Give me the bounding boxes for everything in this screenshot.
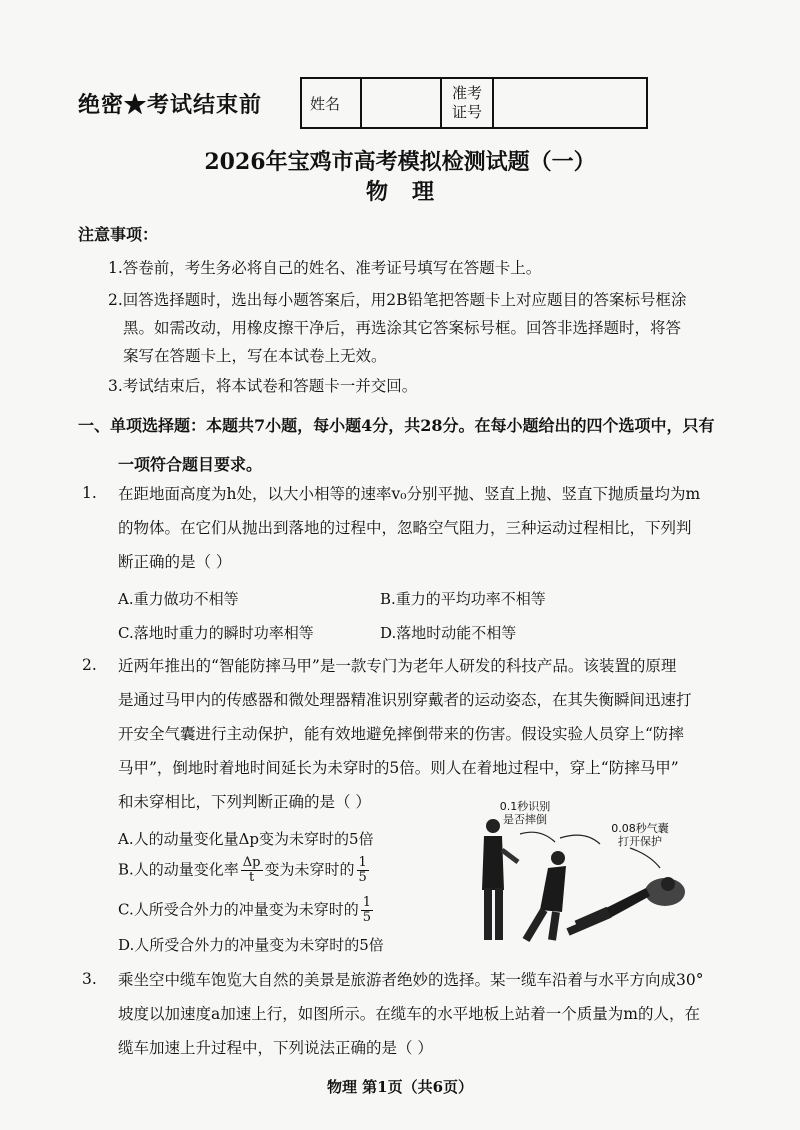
notice-item-2-cont: 黑。如需改动，用橡皮擦干净后，再选涂其它答案标号框。回答非选择题时，将答	[123, 319, 682, 337]
notice-item-2: 2.回答选择题时，选出每小题答案后，用2B铅笔把答题卡上对应题目的答案标号框涂	[108, 291, 687, 309]
question-2-number: 2.	[82, 656, 97, 674]
question-1-option-b: B.重力的平均功率不相等	[380, 590, 546, 608]
question-2-line: 开安全气囊进行主动保护，能有效地避免摔倒带来的伤害。假设实验人员穿上“防摔	[118, 725, 684, 743]
exam-id-field[interactable]	[493, 78, 647, 128]
question-1-option-a: A.重力做功不相等	[118, 590, 239, 608]
notice-heading: 注意事项：	[78, 225, 159, 244]
question-2-option-d: D.人所受合外力的冲量变为未穿时的5倍	[118, 936, 384, 954]
question-1-line: 在距地面高度为h处，以大小相等的速率v₀分别平抛、竖直上抛、竖直下抛质量均为m	[118, 485, 701, 503]
name-field[interactable]	[361, 78, 441, 128]
candidate-info-box	[300, 77, 648, 129]
notice-item-3: 3.考试结束后，将本试卷和答题卡一并交回。	[108, 377, 418, 395]
question-3-line: 缆车加速上升过程中，下列说法正确的是（ ）	[118, 1039, 433, 1057]
question-2-line: 近两年推出的“智能防摔马甲”是一款专门为老年人研发的科技产品。该装置的原理	[118, 657, 677, 675]
question-2-option-c: C.人所受合外力的冲量变为未穿时的 $\frac{1}{5}$	[118, 895, 371, 925]
confidential-label: 绝密★考试结束前	[78, 92, 263, 118]
paper-title: 2026年宝鸡市高考模拟检测试题（一）	[204, 149, 596, 175]
fraction-dp-dt: $\frac{\Delta p}{t}$	[242, 855, 261, 885]
fraction-one-fifth: $\frac{1}{5}$	[362, 895, 371, 925]
section-heading: 一、单项选择题：本题共7小题，每小题4分，共28分。在每小题给出的四个选项中，只有	[78, 416, 715, 435]
figure-drawing	[460, 800, 710, 950]
question-3-line: 坡度以加速度a加速上行，如图所示。在缆车的水平地板上站着一个质量为m的人，在	[118, 1005, 700, 1023]
question-2-line: 是通过马甲内的传感器和微处理器精准识别穿戴者的运动姿态，在其失衡瞬间迅速打	[118, 691, 692, 709]
subject-title: 物理	[365, 179, 458, 205]
exam-id-label: 准考 证号	[441, 78, 493, 128]
section-heading-cont: 一项符合题目要求。	[118, 455, 263, 474]
fall-protection-figure	[460, 800, 710, 950]
question-1-number: 1.	[82, 484, 97, 502]
notice-item-2-cont2: 案写在答题卡上，写在本试卷上无效。	[123, 347, 387, 365]
question-1-option-c: C.落地时重力的瞬时功率相等	[118, 624, 314, 642]
question-2-option-b: B.人的动量变化率 $\frac{\Delta p}{t}$ 变为未穿时的 $\frac{1}{5}$	[118, 855, 367, 885]
question-1-line: 断正确的是（ ）	[118, 553, 232, 571]
name-label: 姓名	[301, 78, 361, 128]
question-1-option-d: D.落地时动能不相等	[380, 624, 517, 642]
question-3-number: 3.	[82, 970, 97, 988]
fraction-one-fifth: $\frac{1}{5}$	[358, 855, 367, 885]
figure-label-detect: 0.1秒识别 是否摔倒	[499, 800, 551, 826]
question-2-line: 和未穿相比，下列判断正确的是（ ）	[118, 793, 371, 811]
question-3-line: 乘坐空中缆车饱览大自然的美景是旅游者绝妙的选择。某一缆车沿着与水平方向成30°	[118, 971, 704, 989]
page-footer: 物理 第1页（共6页）	[326, 1078, 474, 1096]
figure-label-airbag: 0.08秒气囊 打开保护	[611, 822, 669, 848]
notice-item-1: 1.答卷前，考生务必将自己的姓名、准考证号填写在答题卡上。	[108, 259, 542, 277]
question-2-line: 马甲”，倒地时着地时间延长为未穿时的5倍。则人在着地过程中，穿上“防摔马甲”	[118, 759, 679, 777]
question-1-line: 的物体。在它们从抛出到落地的过程中，忽略空气阻力，三种运动过程相比，下列判	[118, 519, 692, 537]
question-2-option-a: A.人的动量变化量Δp变为未穿时的5倍	[118, 830, 374, 848]
